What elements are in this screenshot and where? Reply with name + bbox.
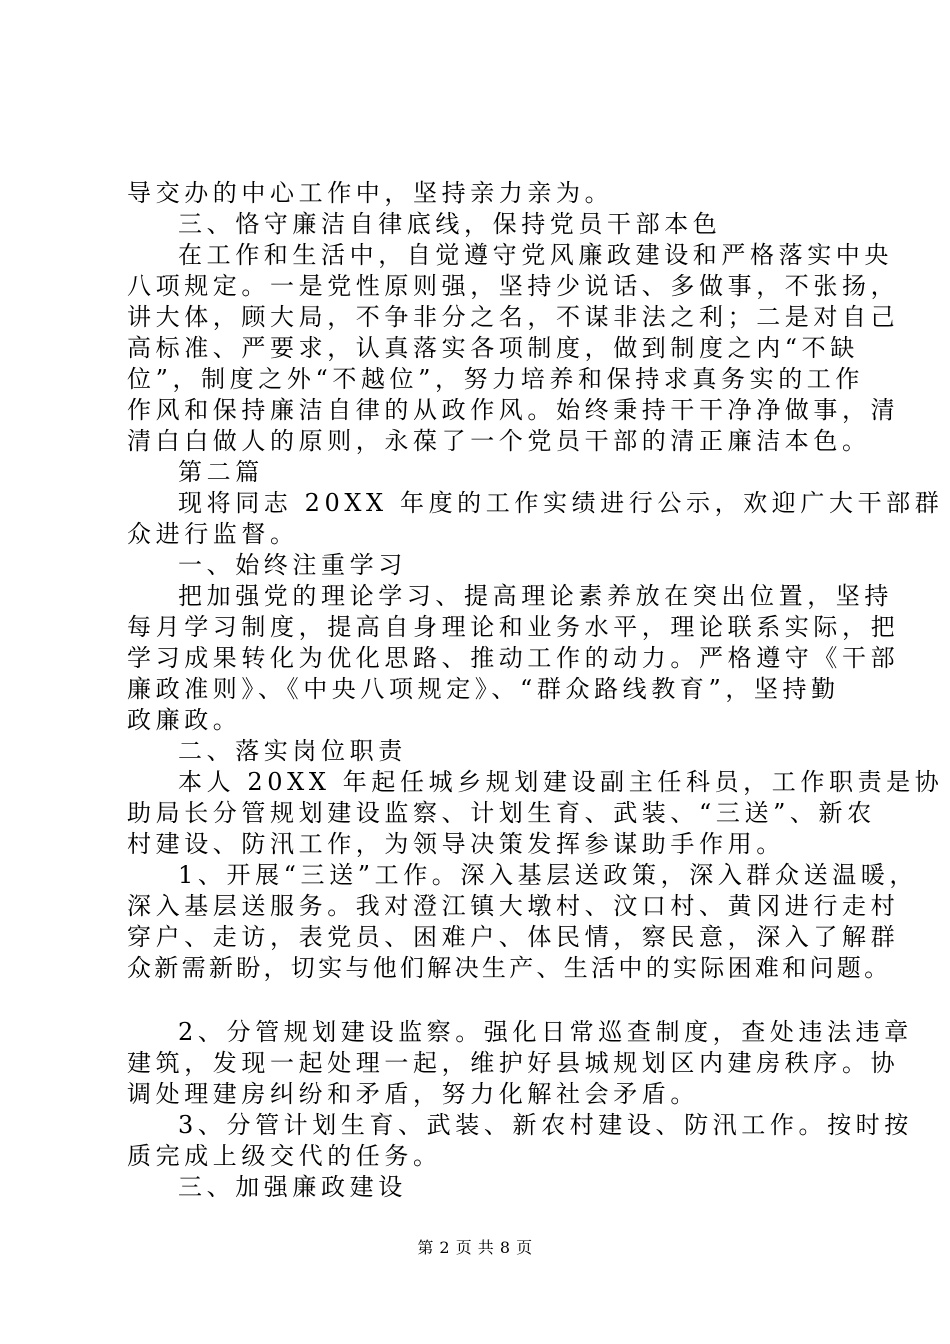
text-line: 3、分管计划生育、武装、新农村建设、防汛工作。按时按 xyxy=(178,1111,913,1139)
text-line: 政廉政。 xyxy=(127,706,242,734)
section-heading: 一、始终注重学习 xyxy=(178,551,407,579)
text-line: 位”，制度之外“不越位”，努力培养和保持求真务实的工作 xyxy=(127,365,865,393)
text-line: 2、分管规划建设监察。强化日常巡查制度，查处违法违章 xyxy=(178,1018,913,1046)
text-line: 作风和保持廉洁自律的从政作风。始终秉持干干净净做事，清 xyxy=(127,396,900,424)
text-line: 廉政准则》、《中央八项规定》、“群众路线教育”，坚持勤 xyxy=(127,675,840,703)
text-line: 讲大体，顾大局，不争非分之名，不谋非法之利；二是对自己 xyxy=(127,303,900,331)
page-number-footer: 第 2 页 共 8 页 xyxy=(417,1238,533,1257)
text-line: 质完成上级交代的任务。 xyxy=(127,1142,442,1170)
section-heading: 三、加强廉政建设 xyxy=(178,1173,407,1201)
text-line: 众进行监督。 xyxy=(127,520,299,548)
section-heading: 三、恪守廉洁自律底线，保持党员干部本色 xyxy=(178,210,722,238)
text-line: 把加强党的理论学习、提高理论素养放在突出位置，坚持 xyxy=(178,582,893,610)
text-line: 导交办的中心工作中，坚持亲力亲为。 xyxy=(127,179,614,207)
text-line: 学习成果转化为优化思路、推动工作的动力。严格遵守《干部 xyxy=(127,644,900,672)
text-line: 村建设、防汛工作，为领导决策发挥参谋助手作用。 xyxy=(127,830,785,858)
text-line: 现将同志 20XX 年度的工作实绩进行公示，欢迎广大干部群 xyxy=(178,489,944,517)
text-line: 调处理建房纠纷和矛盾，努力化解社会矛盾。 xyxy=(127,1080,699,1108)
text-line: 穿户、走访，表党员、困难户、体民情，察民意，深入了解群 xyxy=(127,923,900,951)
text-line: 清白白做人的原则，永葆了一个党员干部的清正廉洁本色。 xyxy=(127,427,871,455)
text-line: 建筑，发现一起处理一起，维护好县城规划区内建房秩序。协 xyxy=(127,1049,900,1077)
text-line: 八项规定。一是党性原则强，坚持少说话、多做事，不张扬， xyxy=(127,272,900,300)
text-line: 助局长分管规划建设监察、计划生育、武装、“三送”、新农 xyxy=(127,799,876,827)
text-line: 在工作和生活中，自觉遵守党风廉政建设和严格落实中央 xyxy=(178,241,893,269)
section-title: 第二篇 xyxy=(178,458,264,486)
text-line: 1、开展“三送”工作。深入基层送政策，深入群众送温暖， xyxy=(178,861,919,889)
text-line: 高标准、严要求，认真落实各项制度，做到制度之内“不缺 xyxy=(127,334,859,362)
section-heading: 二、落实岗位职责 xyxy=(178,737,407,765)
text-line: 每月学习制度，提高自身理论和业务水平，理论联系实际，把 xyxy=(127,613,900,641)
text-line: 本人 20XX 年起任城乡规划建设副主任科员，工作职责是协 xyxy=(178,768,944,796)
text-line: 众新需新盼，切实与他们解决生产、生活中的实际困难和问题。 xyxy=(127,954,892,982)
text-line: 深入基层送服务。我对澄江镇大墩村、汶口村、黄冈进行走村 xyxy=(127,892,900,920)
